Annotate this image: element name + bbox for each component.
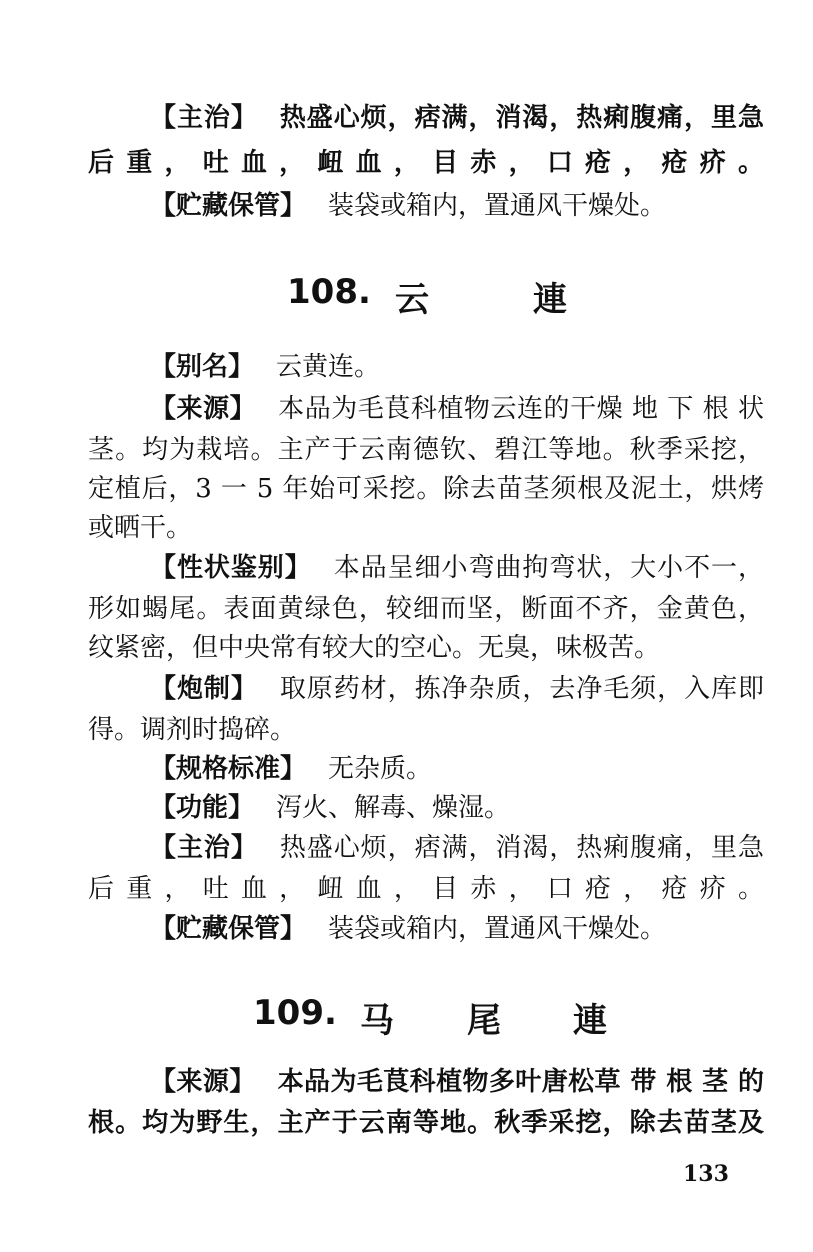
section-108-heading <box>0 272 813 322</box>
laiyuan-label: 【来源】 <box>150 394 257 424</box>
bieming-label: 【别名】 <box>150 352 255 382</box>
zhuzhi-108-line-1: 【主治】 热盛心烦，痞满，消渴，热痢腹痛，里急 <box>150 833 764 863</box>
bieming-line: 【别名】 云黄连。 <box>150 352 381 382</box>
laiyuan-109-line-1: 【来源】 本品为毛茛科植物多叶唐松草 带 根 茎 的 <box>150 1067 764 1097</box>
paozhi-line-2: 得。调剂时捣碎。 <box>88 715 297 745</box>
section-109-heading <box>0 993 813 1043</box>
xingzhuang-line-2: 形如蝎尾。表面黄绿色，较细而坚，断面不齐，金黄色， <box>88 594 764 624</box>
guige-line: 【规格标准】 无杂质。 <box>150 754 433 784</box>
laiyuan-line-2: 茎。均为栽培。主产于云南德钦、碧江等地。秋季采挖， <box>88 435 764 465</box>
zhucang-line: 【贮藏保管】 装袋或箱内，置通风干燥处。 <box>150 191 667 221</box>
gongneng-line: 【功能】 泻火、解毒、燥湿。 <box>150 793 511 823</box>
laiyuan-line-4: 或晒干。 <box>88 513 193 543</box>
section-108-char-1: 云 <box>395 280 429 320</box>
paozhi-line-1: 【炮制】 取原药材，拣净杂质，去净毛须，入库即 <box>150 674 764 704</box>
section-109-char-1: 马 <box>360 1001 394 1041</box>
section-108-char-2: 連 <box>533 280 567 320</box>
laiyuan-109-line-2: 根。均为野生，主产于云南等地。秋季采挖，除去苗茎及 <box>88 1108 764 1138</box>
zhucang-108-label: 【贮藏保管】 <box>150 914 307 944</box>
zhuzhi-line-1: 【主治】 热盛心烦，痞满，消渴，热痢腹痛，里急 <box>150 103 764 133</box>
zhuzhi-108-label: 【主治】 <box>150 833 258 863</box>
gongneng-label: 【功能】 <box>150 793 255 823</box>
section-108-number: 108. <box>287 272 371 312</box>
section-109-char-2: 尾 <box>467 1001 501 1041</box>
xingzhuang-line-3: 纹紧密，但中央常有较大的空心。无臭，味极苦。 <box>88 633 661 663</box>
section-109-char-3: 連 <box>573 1001 607 1041</box>
page-number: 133 <box>683 1161 729 1187</box>
zhucang-label: 【贮藏保管】 <box>150 191 307 221</box>
laiyuan-line-3: 定植后，3 一 5 年始可采挖。除去苗茎须根及泥土，烘烤 <box>88 474 764 504</box>
zhucang-108-line: 【贮藏保管】 装袋或箱内，置通风干燥处。 <box>150 914 667 944</box>
laiyuan-line-1: 【来源】 本品为毛茛科植物云连的干燥 地 下 根 状 <box>150 394 764 424</box>
zhuzhi-label: 【主治】 <box>150 103 258 133</box>
paozhi-label: 【炮制】 <box>150 674 258 704</box>
xingzhuang-line-1: 【性状鉴别】 本品呈细小弯曲拘弯状，大小不一， <box>150 553 764 583</box>
xingzhuang-label: 【性状鉴别】 <box>150 553 312 583</box>
section-109-number: 109. <box>253 993 337 1033</box>
laiyuan-109-label: 【来源】 <box>150 1067 256 1097</box>
guige-label: 【规格标准】 <box>150 754 307 784</box>
zhuzhi-line-2: 后重，吐血，衄血，目赤，口疮，疮疥。 <box>88 148 764 178</box>
zhuzhi-108-line-2: 后重，吐血，衄血，目赤，口疮，疮疥。 <box>88 874 764 904</box>
